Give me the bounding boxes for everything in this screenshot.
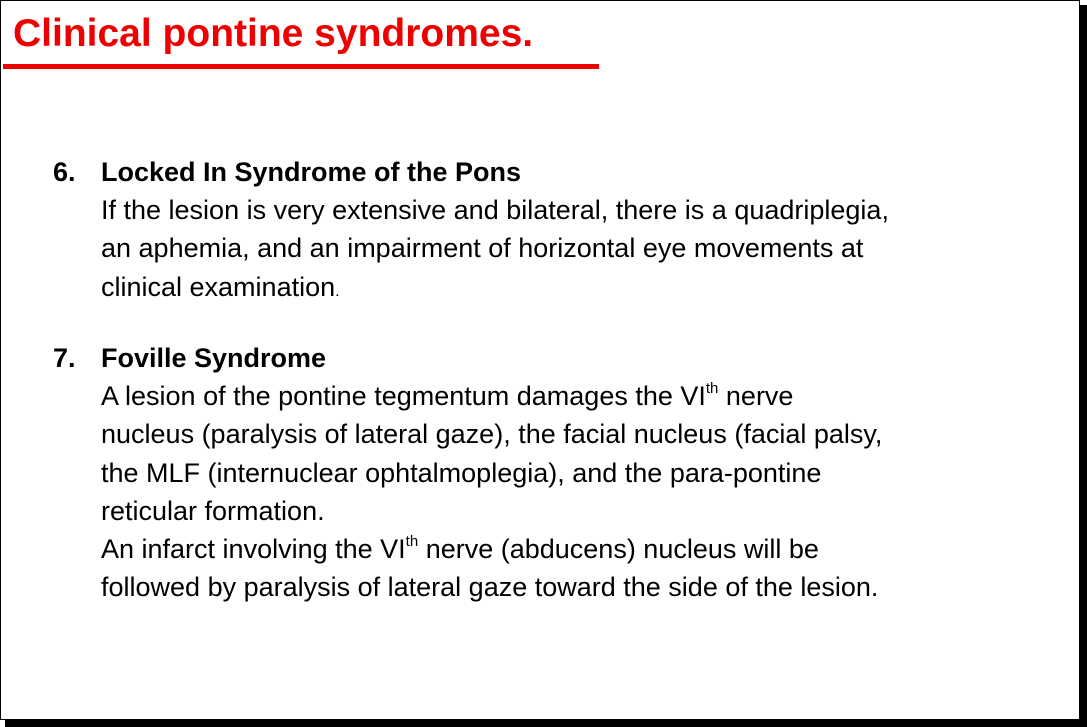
superscript: th [405, 533, 419, 551]
slide-shadow-bottom [5, 720, 1087, 727]
item-number: 6. [53, 157, 76, 187]
title-underline [3, 64, 599, 69]
body-line-with-superscript [101, 377, 1061, 415]
body-line-last [101, 268, 1061, 306]
item-body [101, 191, 1061, 306]
slide-title: Clinical pontine syndromes. [13, 12, 534, 55]
body-line: the MLF (internuclear ophtalmoplegia), and the para-pontine [101, 457, 822, 488]
item-heading: Locked In Syndrome of the Pons [101, 157, 522, 187]
superscript: th [705, 380, 719, 397]
body-text: nerve (abducens) nucleus will be [418, 534, 819, 565]
body-line-with-superscript [101, 530, 1061, 568]
trailing-period: . [335, 282, 340, 300]
item-body [101, 377, 1061, 607]
body-line: an aphemia, and an impairment of horizontal eye movements at [101, 233, 864, 264]
body-text: A lesion of the pontine tegmentum damages the VI [101, 381, 706, 411]
item-number: 7. [53, 343, 76, 373]
body-line: followed by paralysis of lateral gaze toward the side of the lesion. [101, 572, 879, 603]
body-text: An infarct involving the VI [101, 534, 406, 565]
slide-shadow-right [1080, 5, 1087, 727]
body-line: If the lesion is very extensive and bilateral, there is a quadriplegia, [101, 195, 889, 225]
body-line: nucleus (paralysis of lateral gaze), the facial nucleus (facial palsy, [101, 419, 883, 450]
item-heading: Foville Syndrome [101, 343, 327, 373]
body-line: reticular formation. [101, 495, 325, 526]
body-text: nerve [718, 381, 794, 411]
body-line-text: clinical examination [101, 271, 336, 302]
